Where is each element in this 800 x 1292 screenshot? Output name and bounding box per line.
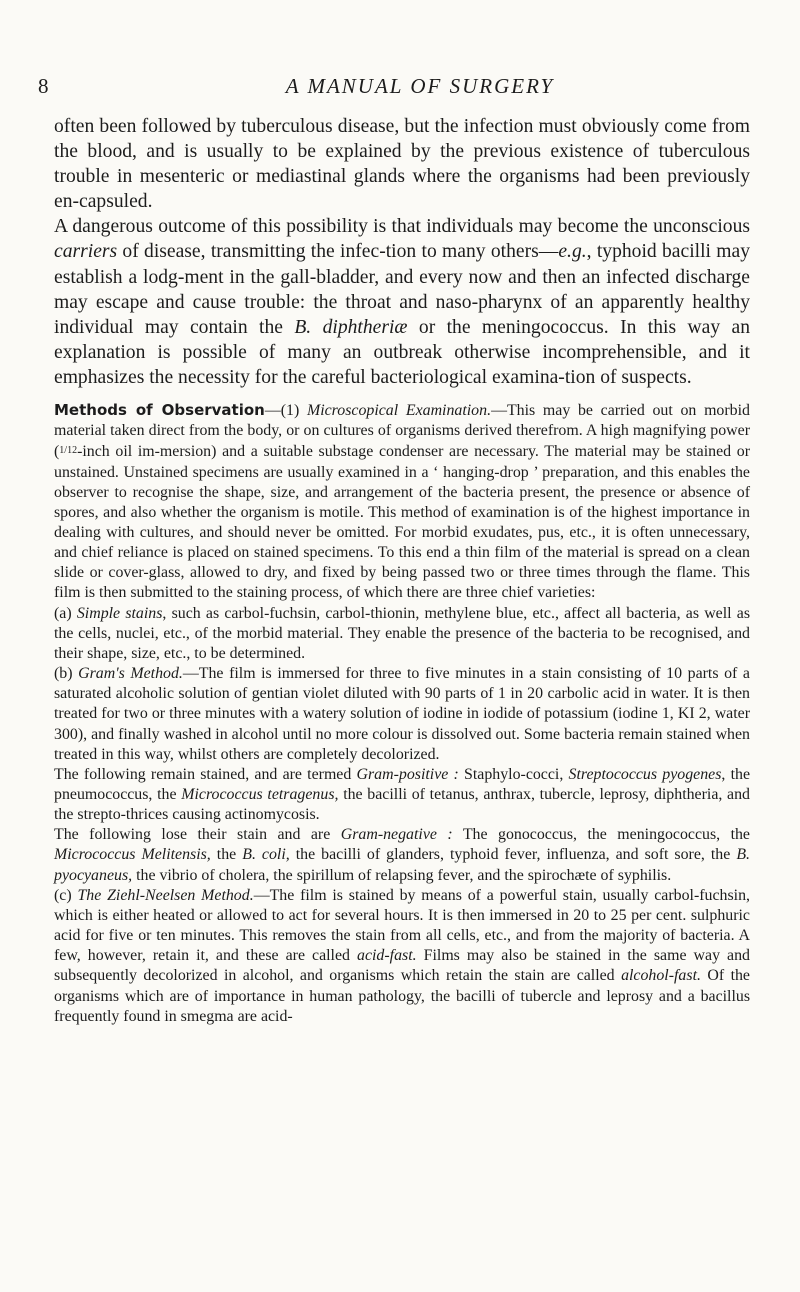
running-title: A MANUAL OF SURGERY bbox=[285, 74, 555, 98]
paragraph-gram-positive: The following remain stained, and are termed Gram-positive : Staphylo-cocci, Streptococcus pyogenes, the pneumococcus, the Micrococcus tetragenus, the bacilli of tetanus, anthrax, tubercle, leprosy, diphtheria, and the strepto-thrices causing actinomycosis. bbox=[54, 765, 750, 824]
fraction-1-12: 1/12 bbox=[59, 445, 78, 457]
page-body bbox=[54, 114, 750, 1027]
paragraph-methods-of-observation: Methods of Observation—(1) Microscopical Examination.—This may be carried out on morbid material taken direct from the body, or on cultures of organisms derived therefrom. A high magnifying power (1/12-inch oil im-mersion) and a suitable substage condenser are necessary. The material may be stained or unstained. Unstained specimens are usually examined in a ‘ hanging-drop ’ preparation, and this enables the observer to recognise the shape, size, and arrangement of the bacteria present, the presence or absence of spores, and also whether the organism is motile. This method of examination is of the highest importance in dealing with cultures, and should never be omitted. For morbid exudates, pus, etc., it is often unnecessary, and chief reliance is placed on stained specimens. To this end a thin film of the material is spread on a clean slide or cover-glass, allowed to dry, and fixed by being passed two or three times through the flame. This film is then submitted to the staining process, of which there are three chief varieties: bbox=[54, 401, 750, 602]
paragraph-ziehl-neelsen: (c) The Ziehl-Neelsen Method.—The film is stained by means of a powerful stain, usually carbol-fuchsin, which is either heated or allowed to act for several hours. It is then immersed in 20 to 25 per cent. sulphuric acid for five or ten minutes. This removes the stain from all cells, etc., and from the majority of bacteria. A few, however, retain it, and these are called acid-fast. Films may also be stained in the same way and subsequently decolorized in alcohol, and organisms which retain the stain are called alcohol-fast. Of the organisms which are of importance in human pathology, the bacilli of tubercle and leprosy and a bacillus frequently found in smegma are acid- bbox=[54, 886, 751, 1025]
paragraph-carriers: A dangerous outcome of this possibility is that individuals may become the unconscious carriers of disease, transmitting the infec-tion to many others—e.g., typhoid bacilli may establish a lodg-ment in the gall-bladder, and every now and then an infected discharge may escape and cause trouble: the throat and naso-pharynx of an apparently healthy individual may contain the B. diphtheriæ or the meningococcus. In this way an explanation is possible of many an outbreak otherwise incomprehensible, and it emphasizes the necessity for the careful bacteriological examina-tion of suspects. bbox=[54, 216, 750, 388]
paragraph-simple-stains: (a) Simple stains, such as carbol-fuchsin, carbol-thionin, methylene blue, etc., affect all bacteria, as well as the cells, nuclei, etc., of the morbid material. They enable the presence of the bacteria to be recognised, and their shape, size, etc., to be determined. bbox=[54, 604, 751, 662]
term-carriers: carriers bbox=[54, 241, 118, 263]
paragraph-gram-negative: The following lose their stain and are Gram-negative : The gonococcus, the meningococcus, the Micrococcus Melitensis, the B. coli, the bacilli of glanders, typhoid fever, influenza, and soft sore, the B. pyocyaneus, the vibrio of cholera, the spirillum of relapsing fever, and the spirochæte of syphilis. bbox=[54, 826, 750, 884]
page-number: 8 bbox=[38, 74, 49, 98]
page-header bbox=[0, 74, 800, 104]
main-text bbox=[54, 114, 750, 390]
section-heading: Methods of Observation bbox=[54, 401, 265, 420]
paragraph-tuberculous-infection: often been followed by tuberculous disease, but the infection must obviously come from the blood, and is usually to be explained by the previous existence of tuberculous trouble in mesenteric or mediastinal glands where the organisms had been previously en-capsuled. bbox=[54, 116, 750, 213]
small-print-section bbox=[54, 400, 750, 1027]
term-b-diphtheriae: B. diphtheriæ bbox=[294, 316, 408, 338]
paragraph-grams-method: (b) Gram's Method.—The film is immersed for three to five minutes in a stain consisting of 10 parts of a saturated alcoholic solution of gentian violet diluted with 90 parts of 1 in 20 carbolic acid in water. It is then treated for two or three minutes with a watery solution of iodine in iodide of potassium (iodine 1, KI 2, water 300), and finally washed in alcohol until no more colour is dissolved out. Some bacteria remain stained when treated in this way, whilst others are completely decolorized. bbox=[54, 665, 750, 763]
